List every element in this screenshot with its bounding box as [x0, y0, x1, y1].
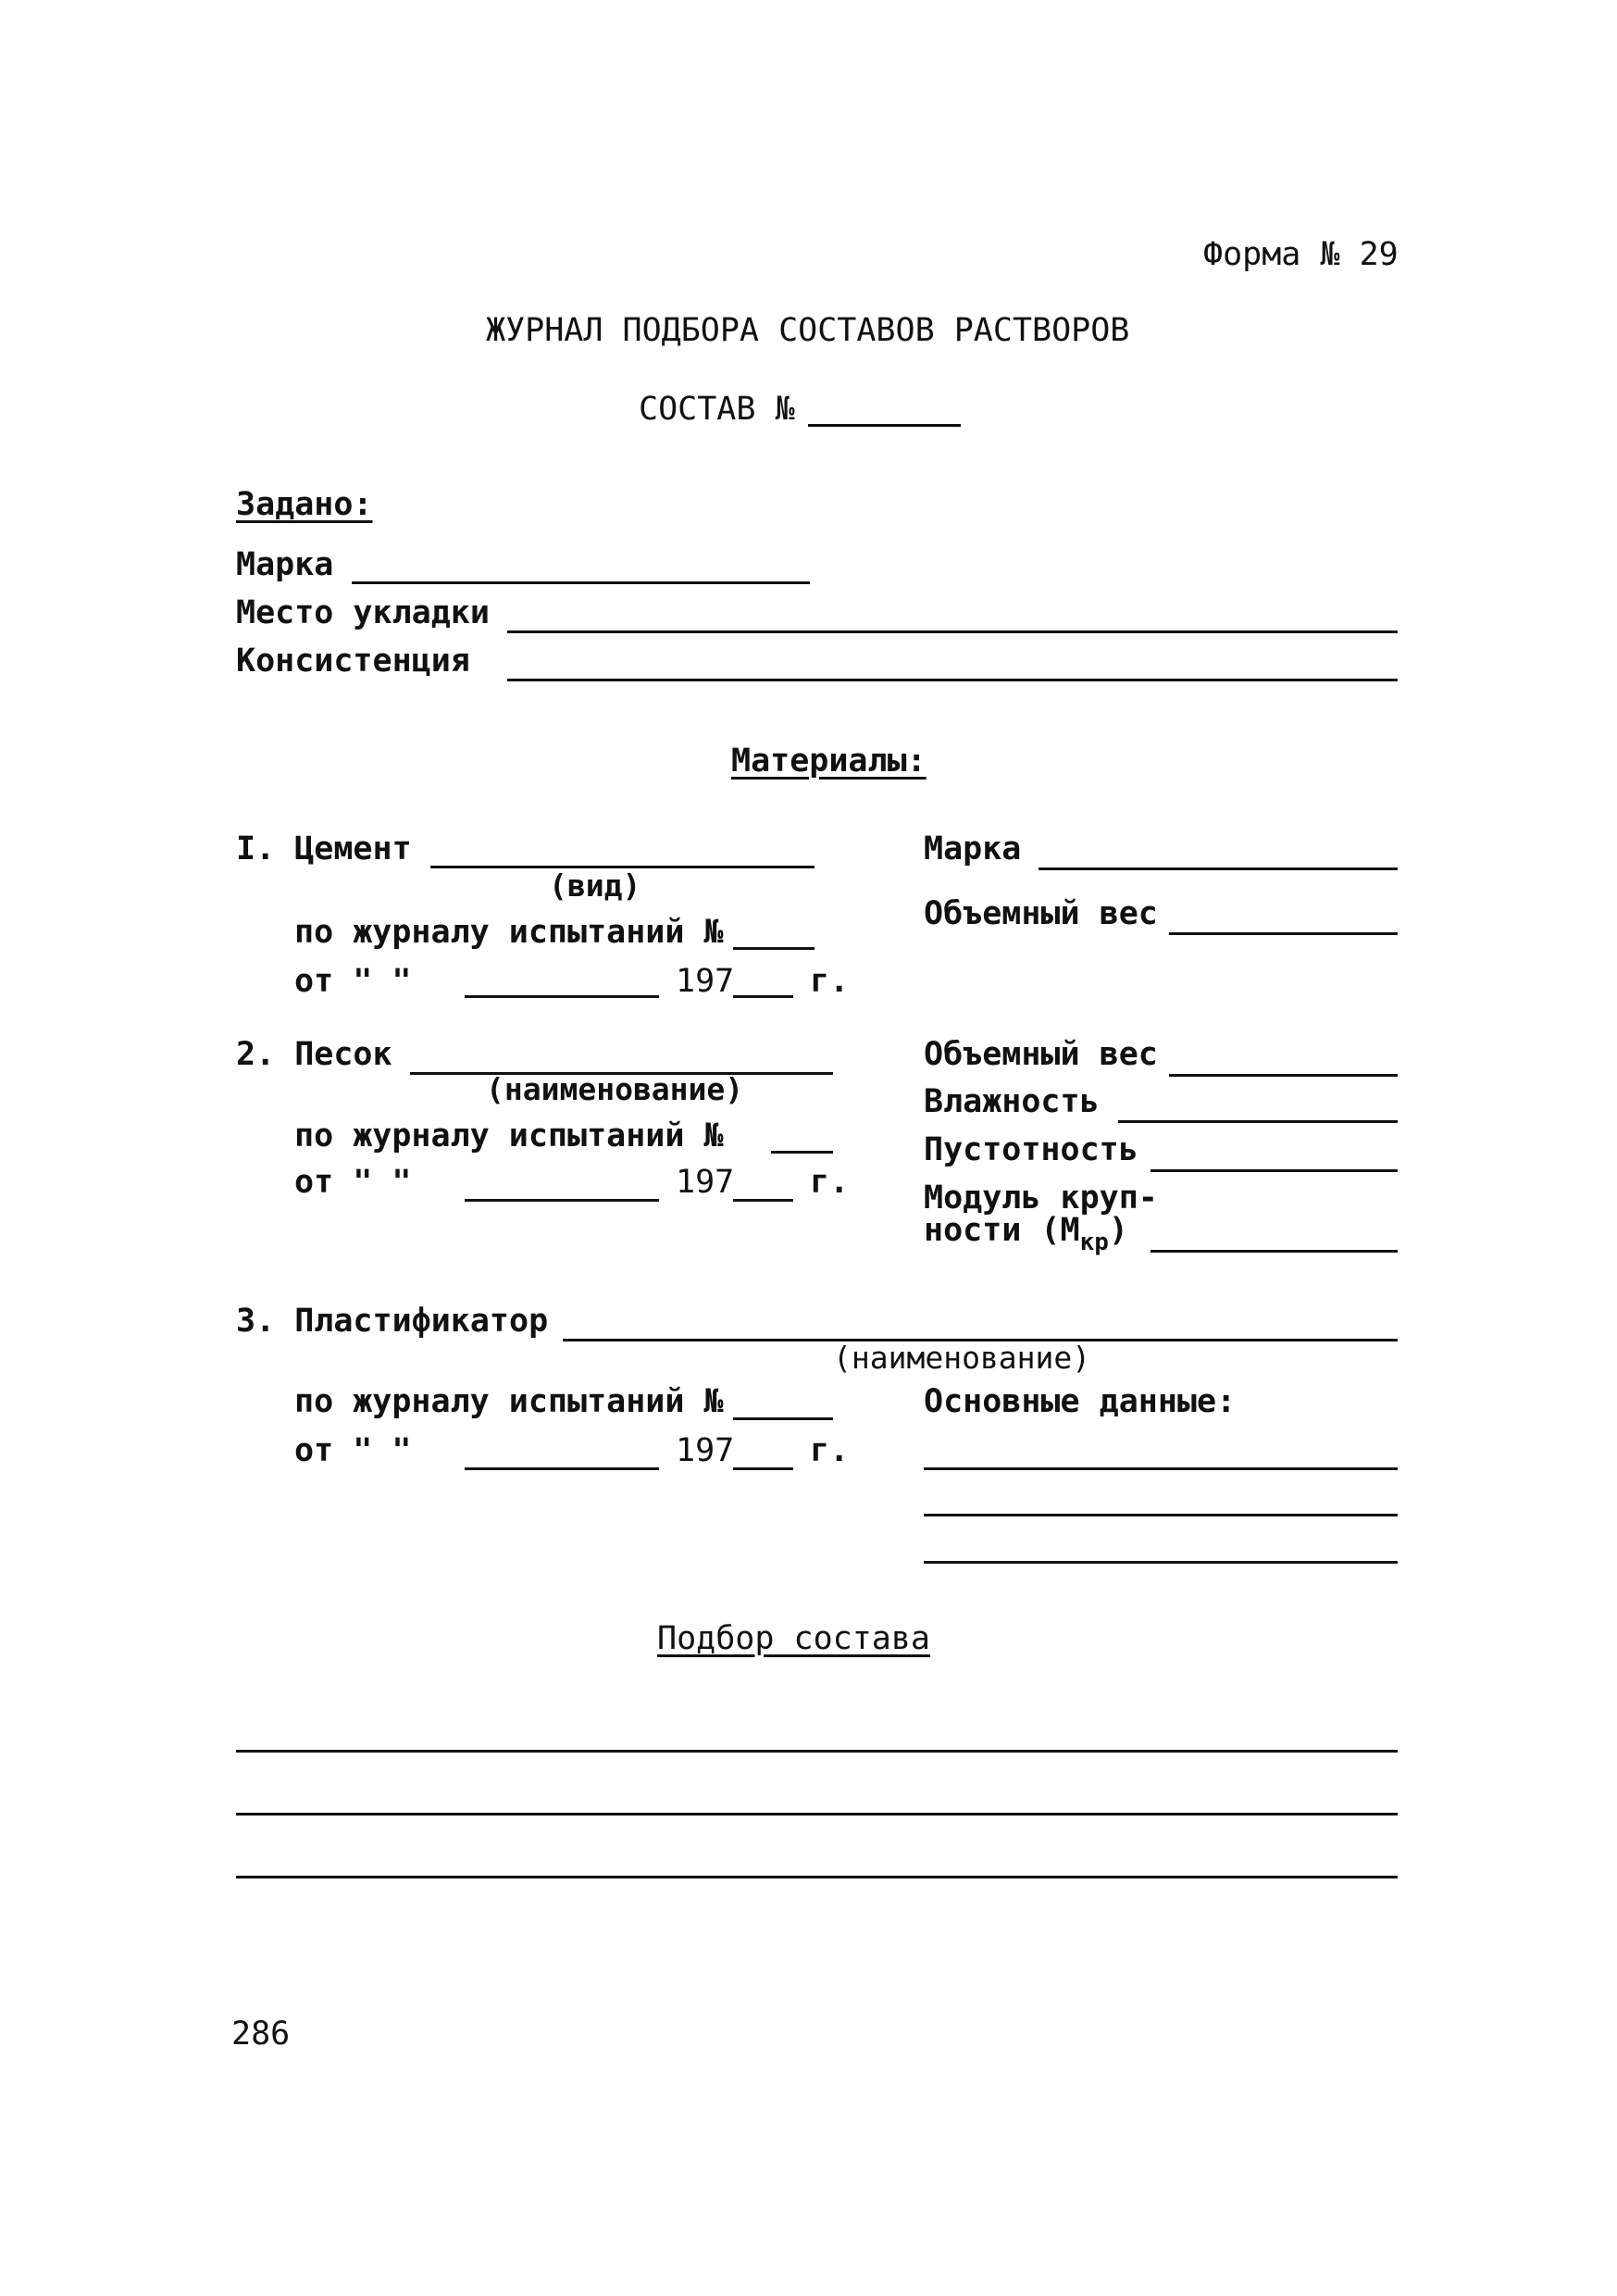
page-title: ЖУРНАЛ ПОДБОРА СОСТАВОВ РАСТВОРОВ — [486, 312, 1130, 349]
sand-volume-weight-field[interactable] — [1169, 1074, 1398, 1077]
mesto-ukladki-field[interactable] — [507, 630, 1398, 633]
composition-line-3[interactable] — [236, 1876, 1398, 1878]
cement-marka-label: Марка — [924, 830, 1022, 867]
cement-year-field[interactable] — [733, 995, 793, 998]
plasticizer-main-data-label: Основные данные: — [924, 1383, 1237, 1420]
sand-journal-label: по журналу испытаний № — [294, 1117, 724, 1154]
sand-date-field[interactable] — [465, 1199, 659, 1202]
cement-journal-number-field[interactable] — [733, 947, 815, 950]
zadano-heading: Задано: — [236, 486, 373, 523]
plasticizer-name-caption: (наименование) — [833, 1340, 1091, 1376]
mesto-ukladki-label: Место укладки — [236, 594, 490, 631]
sand-journal-number-field[interactable] — [771, 1151, 833, 1154]
composition-line-2[interactable] — [236, 1813, 1398, 1816]
sand-moisture-field[interactable] — [1118, 1120, 1398, 1123]
zadano-marka-field[interactable] — [352, 581, 810, 584]
form-number: Форма № 29 — [1203, 236, 1399, 273]
composition-heading: Подбор состава — [657, 1620, 931, 1657]
zadano-marka-label: Марка — [236, 546, 334, 583]
sand-fineness-field[interactable] — [1151, 1250, 1398, 1253]
cement-journal-label: по журналу испытаний № — [294, 914, 724, 951]
plasticizer-g-label: г. — [810, 1432, 850, 1469]
plasticizer-ot-label: от " " — [294, 1432, 412, 1469]
materials-heading: Материалы: — [731, 742, 927, 780]
plasticizer-data-line-3[interactable] — [924, 1561, 1398, 1564]
sand-moisture-label: Влажность — [924, 1083, 1100, 1120]
plasticizer-year-field[interactable] — [733, 1467, 793, 1470]
cement-year-label: 197 — [676, 963, 735, 1000]
cement-date-field[interactable] — [465, 995, 659, 998]
sand-year-field[interactable] — [733, 1199, 793, 1202]
plasticizer-year-label: 197 — [676, 1432, 735, 1469]
sand-voidness-label: Пустотность — [924, 1131, 1138, 1168]
sostav-number-field[interactable] — [808, 424, 961, 427]
plasticizer-journal-label: по журналу испытаний № — [294, 1383, 724, 1420]
konsistenciya-label: Консистенция — [236, 643, 470, 680]
cement-label: I. Цемент — [236, 830, 412, 867]
sand-g-label: г. — [810, 1164, 850, 1201]
sand-fineness-label-line2: ности $(М_{кр})$ — [924, 1212, 1128, 1256]
cement-g-label: г. — [810, 963, 850, 1000]
cement-type-caption: (вид) — [549, 867, 641, 904]
sostav-label: СОСТАВ № — [639, 391, 795, 428]
sand-year-label: 197 — [676, 1164, 735, 1201]
sand-label: 2. Песок — [236, 1036, 392, 1073]
plasticizer-label: 3. Пластификатор — [236, 1303, 549, 1340]
cement-marka-field[interactable] — [1039, 867, 1398, 870]
cement-volume-weight-label: Объемный вес — [924, 895, 1158, 932]
plasticizer-data-line-2[interactable] — [924, 1514, 1398, 1516]
sand-ot-label: от " " — [294, 1164, 412, 1201]
sand-volume-weight-label: Объемный вес — [924, 1036, 1158, 1073]
composition-line-1[interactable] — [236, 1750, 1398, 1753]
konsistenciya-field[interactable] — [507, 679, 1398, 681]
page-number: 286 — [231, 2015, 291, 2053]
cement-ot-label: от " " — [294, 963, 412, 1000]
sand-name-caption: (наименование) — [486, 1071, 744, 1107]
plasticizer-date-field[interactable] — [465, 1467, 659, 1470]
plasticizer-journal-number-field[interactable] — [733, 1417, 833, 1420]
sand-voidness-field[interactable] — [1151, 1169, 1398, 1172]
plasticizer-data-line-1[interactable] — [924, 1467, 1398, 1470]
cement-volume-weight-field[interactable] — [1169, 932, 1398, 935]
sand-fineness-label-line1: Модуль круп- — [924, 1179, 1158, 1217]
